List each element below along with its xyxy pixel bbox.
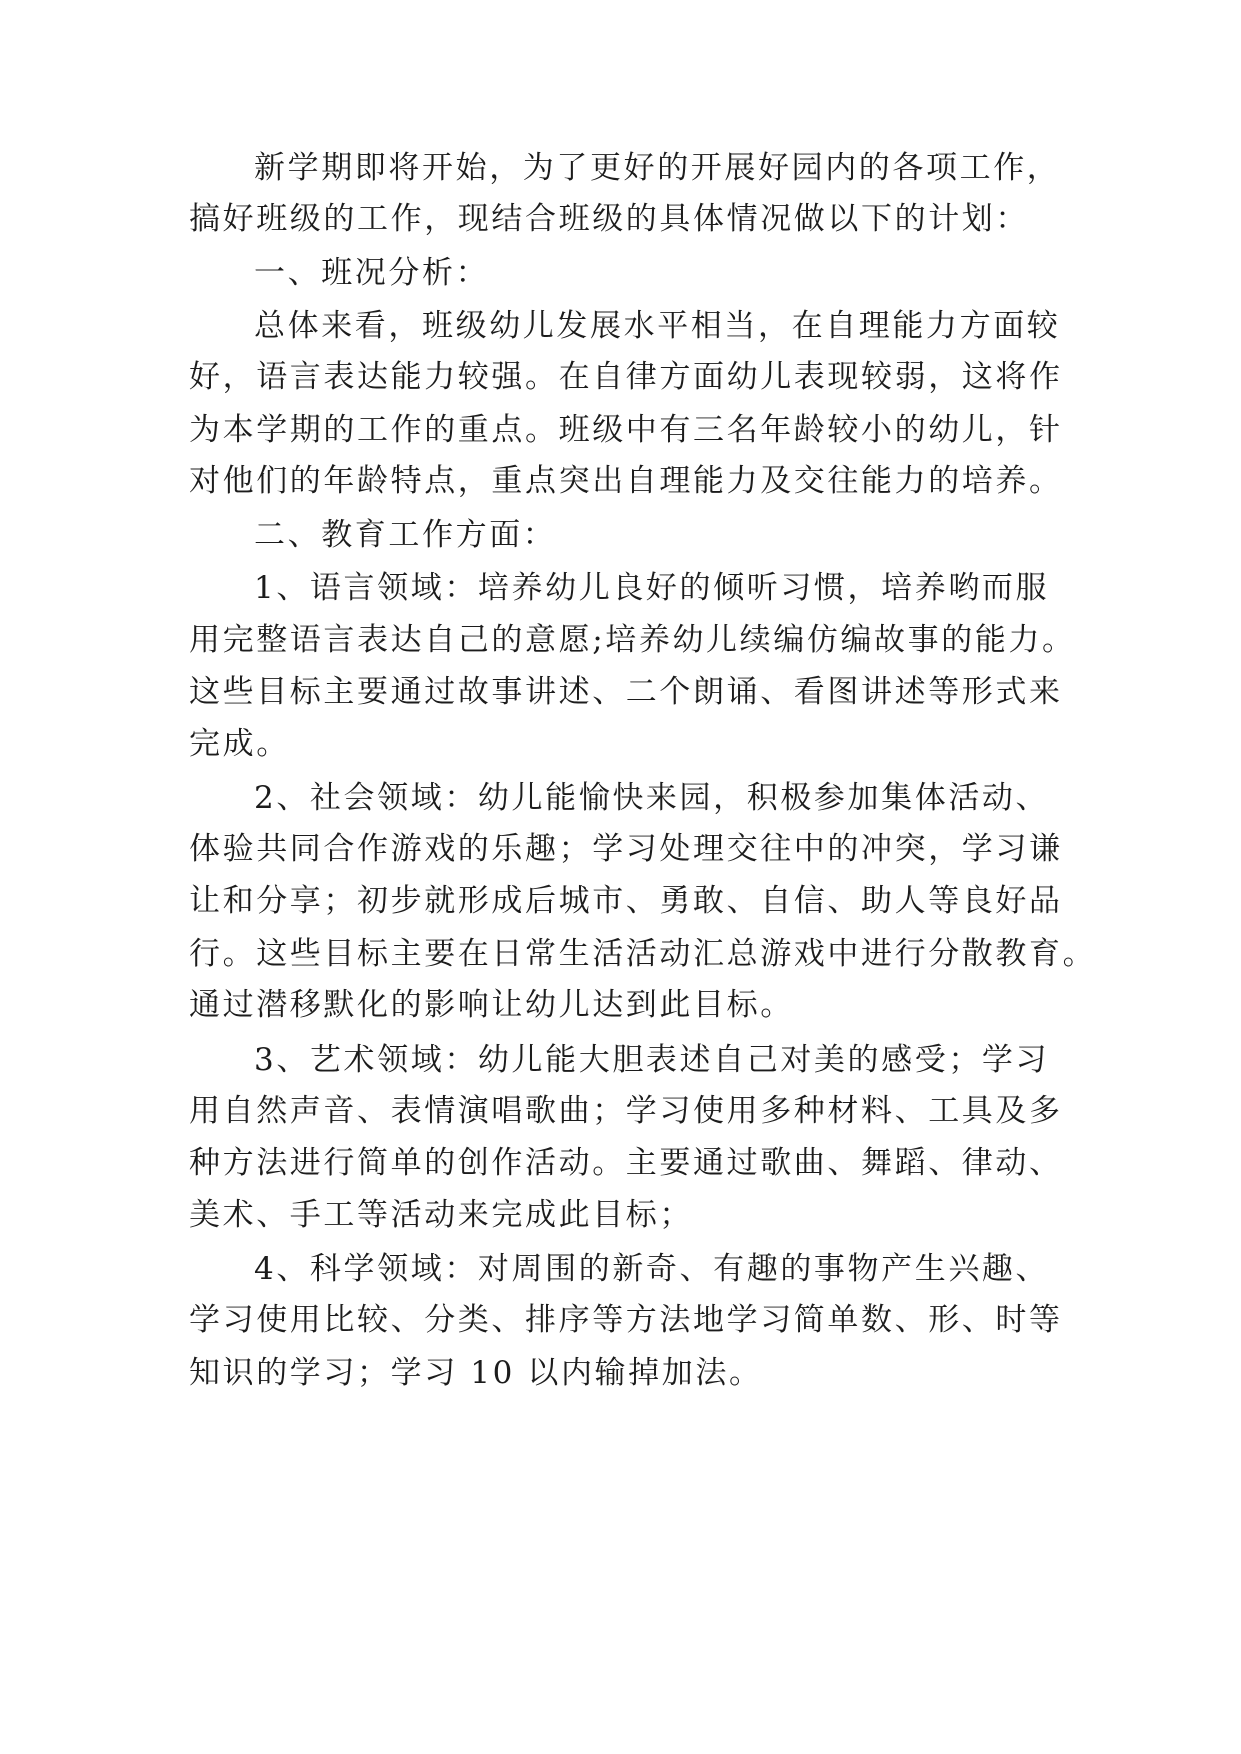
text-line: 对他们的年龄特点，重点突出自理能力及交往能力的培养。 bbox=[189, 463, 1063, 499]
text-line: 这些目标主要通过故事讲述、二个朗诵、看图讲述等形式来 bbox=[189, 674, 1063, 710]
text-line: 搞好班级的工作，现结合班级的具体情况做以下的计划： bbox=[189, 201, 1029, 237]
text-line: 好，语言表达能力较强。在自律方面幼儿表现较弱，这将作 bbox=[189, 359, 1063, 395]
text-line: 2、社会领域：幼儿能愉快来园，积极参加集体活动、 bbox=[254, 780, 1050, 816]
text-line: 用自然声音、表情演唱歌曲；学习使用多种材料、工具及多 bbox=[189, 1093, 1063, 1129]
text-line: 新学期即将开始，为了更好的开展好园内的各项工作， bbox=[254, 150, 1061, 186]
section-heading: 二、教育工作方面： bbox=[254, 517, 557, 553]
text-line: 用完整语言表达自己的意愿;培养幼儿续编仿编故事的能力。 bbox=[189, 622, 1076, 658]
text-line: 学习使用比较、分类、排序等方法地学习简单数、形、时等 bbox=[189, 1302, 1063, 1338]
text-line: 为本学期的工作的重点。班级中有三名年龄较小的幼儿，针 bbox=[189, 412, 1063, 448]
section-heading: 一、班况分析： bbox=[254, 255, 490, 291]
text-line: 体验共同合作游戏的乐趣；学习处理交往中的冲突，学习谦 bbox=[189, 831, 1063, 867]
text-line: 行。这些目标主要在日常生活活动汇总游戏中进行分散教育。 bbox=[189, 936, 1097, 972]
text-line: 美术、手工等活动来完成此目标； bbox=[189, 1197, 693, 1233]
text-line: 3、艺术领域：幼儿能大胆表述自己对美的感受；学习 bbox=[254, 1042, 1050, 1078]
text-line: 知识的学习；学习 10 以内输掉加法。 bbox=[189, 1355, 763, 1391]
text-line: 让和分享；初步就形成后城市、勇敢、自信、助人等良好品 bbox=[189, 883, 1063, 919]
text-line: 1、语言领域：培养幼儿良好的倾听习惯，培养哟而服 bbox=[254, 570, 1050, 606]
text-line: 总体来看，班级幼儿发展水平相当，在自理能力方面较 bbox=[254, 308, 1061, 344]
text-line: 种方法进行简单的创作活动。主要通过歌曲、舞蹈、律动、 bbox=[189, 1145, 1063, 1181]
text-line: 完成。 bbox=[189, 726, 290, 762]
text-line: 4、科学领域：对周围的新奇、有趣的事物产生兴趣、 bbox=[254, 1251, 1050, 1287]
text-line: 通过潜移默化的影响让幼儿达到此目标。 bbox=[189, 987, 794, 1023]
